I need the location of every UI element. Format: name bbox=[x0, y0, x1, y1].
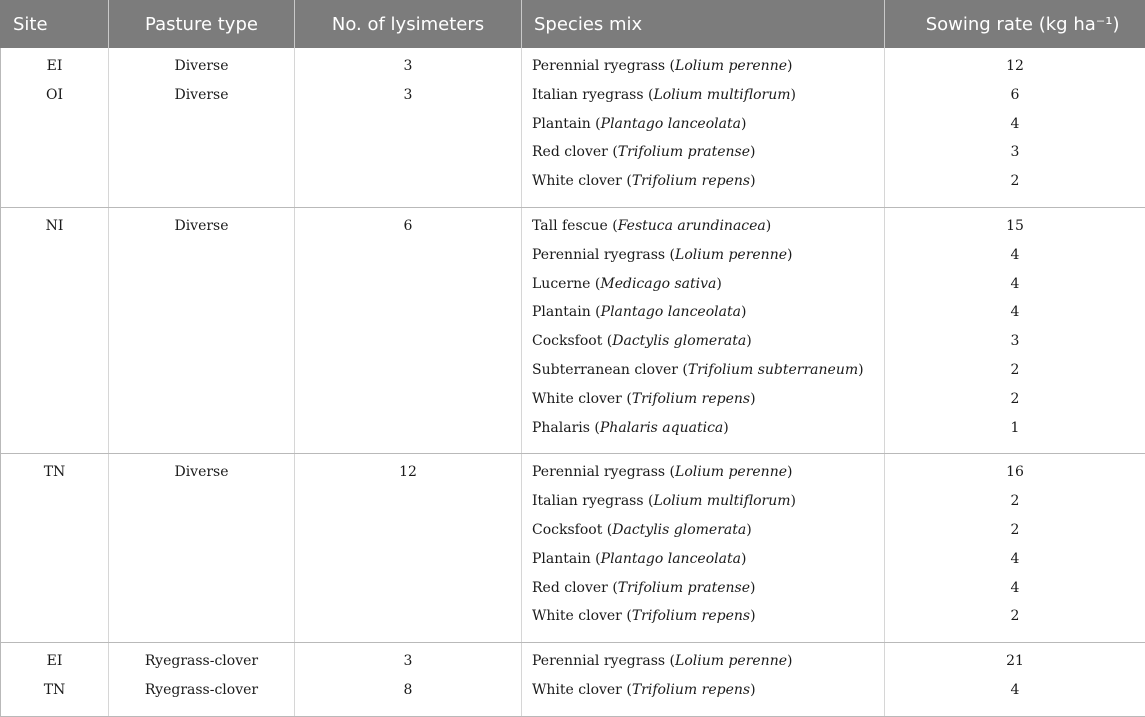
site-value: NI bbox=[11, 216, 98, 245]
species-latin-name: Trifolium pratense bbox=[618, 144, 750, 160]
paren-close: ) bbox=[723, 420, 728, 436]
species-entry bbox=[532, 245, 874, 274]
site-value: EI bbox=[11, 56, 98, 85]
species-common-name: White clover bbox=[532, 173, 622, 189]
paren-close: ) bbox=[741, 304, 746, 320]
paren-open: ( bbox=[608, 218, 618, 234]
header-species-mix: Species mix bbox=[522, 0, 885, 48]
species-latin-name: Lolium multiflorum bbox=[653, 493, 790, 509]
species-entry bbox=[532, 360, 874, 389]
species-common-name: Perennial ryegrass bbox=[532, 464, 665, 480]
species-entry bbox=[532, 520, 874, 549]
species-entry bbox=[532, 462, 874, 491]
pasture-type-value: Diverse bbox=[119, 462, 284, 491]
paren-open: ( bbox=[622, 173, 632, 189]
sowing-rate-value: 2 bbox=[895, 606, 1135, 635]
sowing-rate-value: 3 bbox=[895, 331, 1135, 360]
species-common-name: White clover bbox=[532, 682, 622, 698]
paren-close: ) bbox=[746, 333, 751, 349]
sowing-rate-value: 12 bbox=[895, 56, 1135, 85]
sowing-rate-value: 4 bbox=[895, 245, 1135, 274]
paren-open: ( bbox=[665, 58, 675, 74]
species-latin-name: Dactylis glomerata bbox=[612, 333, 746, 349]
paren-close: ) bbox=[750, 173, 755, 189]
lysimeters-cell bbox=[295, 454, 522, 643]
species-latin-name: Lolium perenne bbox=[675, 247, 787, 263]
sowing-rate-value: 2 bbox=[895, 520, 1135, 549]
paren-close: ) bbox=[741, 116, 746, 132]
species-common-name: Italian ryegrass bbox=[532, 87, 644, 103]
sowing-rate-value: 4 bbox=[895, 578, 1135, 607]
paren-close: ) bbox=[750, 608, 755, 624]
lysimeters-value: 12 bbox=[305, 462, 511, 491]
paren-close: ) bbox=[791, 87, 796, 103]
paren-open: ( bbox=[644, 493, 654, 509]
species-latin-name: Lolium perenne bbox=[675, 653, 787, 669]
species-latin-name: Phalaris aquatica bbox=[600, 420, 723, 436]
paren-open: ( bbox=[591, 304, 601, 320]
pasture-type-cell bbox=[109, 207, 295, 453]
paren-close: ) bbox=[858, 362, 863, 378]
species-common-name: Lucerne bbox=[532, 276, 590, 292]
site-value: OI bbox=[11, 85, 98, 114]
paren-open: ( bbox=[622, 391, 632, 407]
species-entry bbox=[532, 651, 874, 680]
sowing-rate-value: 4 bbox=[895, 680, 1135, 709]
species-entry bbox=[532, 680, 874, 709]
species-latin-name: Trifolium repens bbox=[632, 173, 750, 189]
paren-close: ) bbox=[787, 464, 792, 480]
paren-open: ( bbox=[590, 420, 600, 436]
species-latin-name: Medicago sativa bbox=[600, 276, 716, 292]
species-latin-name: Lolium perenne bbox=[675, 464, 787, 480]
paren-open: ( bbox=[590, 276, 600, 292]
species-common-name: Tall fescue bbox=[532, 218, 608, 234]
species-entry bbox=[532, 274, 874, 303]
species-common-name: Cocksfoot bbox=[532, 333, 602, 349]
species-entry bbox=[532, 491, 874, 520]
sowing-rate-cell bbox=[885, 207, 1145, 453]
sowing-rate-value: 16 bbox=[895, 462, 1135, 491]
pasture-type-value: Diverse bbox=[119, 56, 284, 85]
species-common-name: Perennial ryegrass bbox=[532, 653, 665, 669]
species-entry bbox=[532, 56, 874, 85]
lysimeters-cell bbox=[295, 48, 522, 207]
site-cell bbox=[1, 643, 109, 717]
lysimeters-value: 3 bbox=[305, 651, 511, 680]
paren-close: ) bbox=[787, 653, 792, 669]
paren-open: ( bbox=[602, 333, 612, 349]
species-entry bbox=[532, 418, 874, 447]
species-entry bbox=[532, 606, 874, 635]
paren-open: ( bbox=[591, 551, 601, 567]
sowing-rate-value: 2 bbox=[895, 171, 1135, 200]
pasture-type-value: Ryegrass-clover bbox=[119, 680, 284, 709]
paren-close: ) bbox=[750, 144, 755, 160]
lysimeters-value: 3 bbox=[305, 56, 511, 85]
species-entry bbox=[532, 216, 874, 245]
paren-close: ) bbox=[750, 580, 755, 596]
site-cell bbox=[1, 48, 109, 207]
header-sowing-rate: Sowing rate (kg ha⁻¹) bbox=[885, 0, 1145, 48]
paren-open: ( bbox=[622, 608, 632, 624]
pasture-type-value: Ryegrass-clover bbox=[119, 651, 284, 680]
paren-open: ( bbox=[602, 522, 612, 538]
sowing-rate-value: 2 bbox=[895, 389, 1135, 418]
species-common-name: Cocksfoot bbox=[532, 522, 602, 538]
paren-open: ( bbox=[678, 362, 688, 378]
header-site: Site bbox=[1, 0, 109, 48]
species-latin-name: Trifolium pratense bbox=[618, 580, 750, 596]
lysimeters-value: 3 bbox=[305, 85, 511, 114]
paren-close: ) bbox=[741, 551, 746, 567]
table-row bbox=[1, 643, 1145, 717]
species-latin-name: Dactylis glomerata bbox=[612, 522, 746, 538]
paren-open: ( bbox=[622, 682, 632, 698]
sowing-rate-cell bbox=[885, 643, 1145, 717]
paren-open: ( bbox=[608, 580, 618, 596]
species-common-name: Italian ryegrass bbox=[532, 493, 644, 509]
pasture-type-value: Diverse bbox=[119, 216, 284, 245]
site-cell bbox=[1, 454, 109, 643]
sowing-rate-value: 2 bbox=[895, 360, 1135, 389]
species-latin-name: Trifolium repens bbox=[632, 682, 750, 698]
species-entry bbox=[532, 549, 874, 578]
pasture-type-cell bbox=[109, 48, 295, 207]
sowing-rate-value: 3 bbox=[895, 142, 1135, 171]
species-common-name: Phalaris bbox=[532, 420, 590, 436]
paren-close: ) bbox=[766, 218, 771, 234]
species-common-name: White clover bbox=[532, 391, 622, 407]
species-entry bbox=[532, 142, 874, 171]
species-latin-name: Plantago lanceolata bbox=[601, 304, 741, 320]
pasture-type-cell bbox=[109, 454, 295, 643]
species-latin-name: Plantago lanceolata bbox=[601, 116, 741, 132]
sowing-rate-value: 6 bbox=[895, 85, 1135, 114]
table-row bbox=[1, 454, 1145, 643]
paren-open: ( bbox=[665, 464, 675, 480]
lysimeters-cell bbox=[295, 207, 522, 453]
pasture-type-value: Diverse bbox=[119, 85, 284, 114]
site-cell bbox=[1, 207, 109, 453]
table-row bbox=[1, 48, 1145, 207]
sowing-rate-value: 1 bbox=[895, 418, 1135, 447]
table-body bbox=[1, 48, 1145, 716]
paren-close: ) bbox=[750, 682, 755, 698]
sowing-rate-cell bbox=[885, 48, 1145, 207]
paren-close: ) bbox=[791, 493, 796, 509]
species-common-name: Red clover bbox=[532, 580, 608, 596]
species-mix-cell bbox=[522, 207, 885, 453]
sowing-rate-value: 4 bbox=[895, 114, 1135, 143]
species-latin-name: Festuca arundinacea bbox=[618, 218, 766, 234]
site-value: TN bbox=[11, 462, 98, 491]
species-entry bbox=[532, 389, 874, 418]
species-entry bbox=[532, 331, 874, 360]
species-latin-name: Lolium perenne bbox=[675, 58, 787, 74]
species-common-name: Subterranean clover bbox=[532, 362, 678, 378]
species-common-name: Plantain bbox=[532, 551, 591, 567]
paren-open: ( bbox=[665, 653, 675, 669]
lysimeters-value: 8 bbox=[305, 680, 511, 709]
species-common-name: Red clover bbox=[532, 144, 608, 160]
sowing-rate-value: 15 bbox=[895, 216, 1135, 245]
sowing-rate-value: 4 bbox=[895, 549, 1135, 578]
sowing-rate-value: 4 bbox=[895, 302, 1135, 331]
species-latin-name: Trifolium subterraneum bbox=[688, 362, 858, 378]
species-mix-cell bbox=[522, 48, 885, 207]
species-entry bbox=[532, 578, 874, 607]
header-lysimeters: No. of lysimeters bbox=[295, 0, 522, 48]
lysimeters-value: 6 bbox=[305, 216, 511, 245]
paren-close: ) bbox=[716, 276, 721, 292]
sowing-rate-cell bbox=[885, 454, 1145, 643]
species-common-name: Perennial ryegrass bbox=[532, 58, 665, 74]
species-common-name: Plantain bbox=[532, 304, 591, 320]
paren-open: ( bbox=[591, 116, 601, 132]
paren-close: ) bbox=[787, 58, 792, 74]
species-entry bbox=[532, 171, 874, 200]
species-latin-name: Plantago lanceolata bbox=[601, 551, 741, 567]
pasture-type-cell bbox=[109, 643, 295, 717]
species-common-name: White clover bbox=[532, 608, 622, 624]
lysimeters-cell bbox=[295, 643, 522, 717]
species-mix-cell bbox=[522, 454, 885, 643]
species-entry bbox=[532, 85, 874, 114]
species-common-name: Plantain bbox=[532, 116, 591, 132]
paren-open: ( bbox=[665, 247, 675, 263]
paren-open: ( bbox=[608, 144, 618, 160]
species-latin-name: Trifolium repens bbox=[632, 608, 750, 624]
table-header-row bbox=[1, 0, 1145, 48]
paren-close: ) bbox=[750, 391, 755, 407]
site-value: EI bbox=[11, 651, 98, 680]
species-entry bbox=[532, 302, 874, 331]
species-latin-name: Lolium multiflorum bbox=[653, 87, 790, 103]
paren-close: ) bbox=[787, 247, 792, 263]
sowing-rate-value: 21 bbox=[895, 651, 1135, 680]
paren-close: ) bbox=[746, 522, 751, 538]
header-pasture-type: Pasture type bbox=[109, 0, 295, 48]
species-mix-cell bbox=[522, 643, 885, 717]
site-value: TN bbox=[11, 680, 98, 709]
species-latin-name: Trifolium repens bbox=[632, 391, 750, 407]
sowing-rate-value: 4 bbox=[895, 274, 1135, 303]
table-row bbox=[1, 207, 1145, 453]
species-common-name: Perennial ryegrass bbox=[532, 247, 665, 263]
sowing-rate-value: 2 bbox=[895, 491, 1135, 520]
species-entry bbox=[532, 114, 874, 143]
paren-open: ( bbox=[644, 87, 654, 103]
